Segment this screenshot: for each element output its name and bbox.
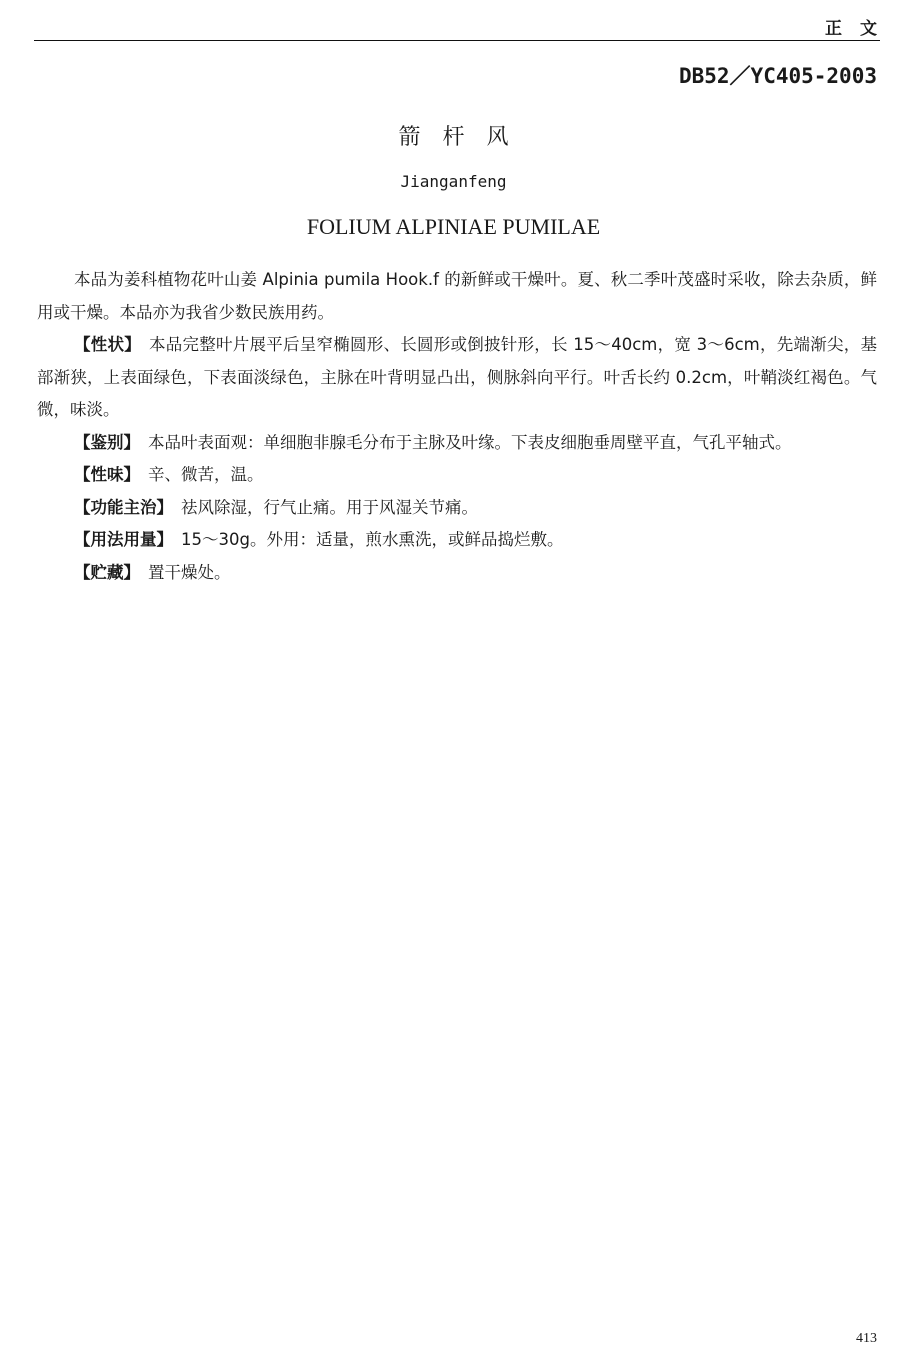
title-pinyin: Jianganfeng xyxy=(400,172,507,191)
standard-number: DB52／YC405-2003 xyxy=(678,64,877,88)
paragraph-description xyxy=(37,329,877,427)
header-rule xyxy=(34,40,880,41)
paragraph-property-flavor xyxy=(37,459,877,492)
section-label: 【用法用量】 xyxy=(74,530,173,549)
section-label: 【性味】 xyxy=(74,465,140,484)
paragraph-source xyxy=(37,264,877,329)
paragraph-text: 祛风除湿，行气止痛。用于风湿关节痛。 xyxy=(181,497,478,517)
section-label: 【贮藏】 xyxy=(74,562,140,582)
section-label: 【功能主治】 xyxy=(74,497,173,517)
paragraph-text: 本品叶表面观：单细胞非腺毛分布于主脉及叶缘。下表皮细胞垂周壁平直，气孔平轴式。 xyxy=(148,432,792,452)
paragraph-text: 辛、微苦，温。 xyxy=(148,465,264,484)
paragraph-dosage xyxy=(37,524,877,557)
paragraph-identification xyxy=(37,427,877,460)
section-label: 【鉴别】 xyxy=(74,432,140,452)
title-chinese: 箭杆风 xyxy=(398,125,531,150)
section-label: 【性状】 xyxy=(74,335,141,354)
monograph-body xyxy=(37,264,877,589)
paragraph-text: 本品完整叶片展平后呈窄椭圆形、长圆形或倒披针形，长 15～40cm，宽 3～6cm，先端渐尖，基部渐狭，上表面绿色，下表面淡绿色，主脉在叶背明显凸出，侧脉斜向平行。叶舌长约 0.2cm，叶鞘淡红褐色。气微，味淡。 xyxy=(37,335,877,419)
paragraph-functions xyxy=(37,492,877,525)
paragraph-text: 置干燥处。 xyxy=(148,562,231,582)
title-latin: FOLIUM ALPINIAE PUMILAE xyxy=(306,214,601,239)
paragraph-text: 15～30g。外用：适量，煎水熏洗，或鲜品捣烂敷。 xyxy=(181,530,564,549)
paragraph-storage xyxy=(37,557,877,590)
running-header: 正文 xyxy=(825,19,895,39)
page-number: 413 xyxy=(856,1331,877,1346)
paragraph-text: 本品为姜科植物花叶山姜 Alpinia pumila Hook.f 的新鲜或干燥叶。夏、秋二季叶茂盛时采收，除去杂质，鲜用或干燥。本品亦为我省少数民族用药。 xyxy=(37,270,877,322)
